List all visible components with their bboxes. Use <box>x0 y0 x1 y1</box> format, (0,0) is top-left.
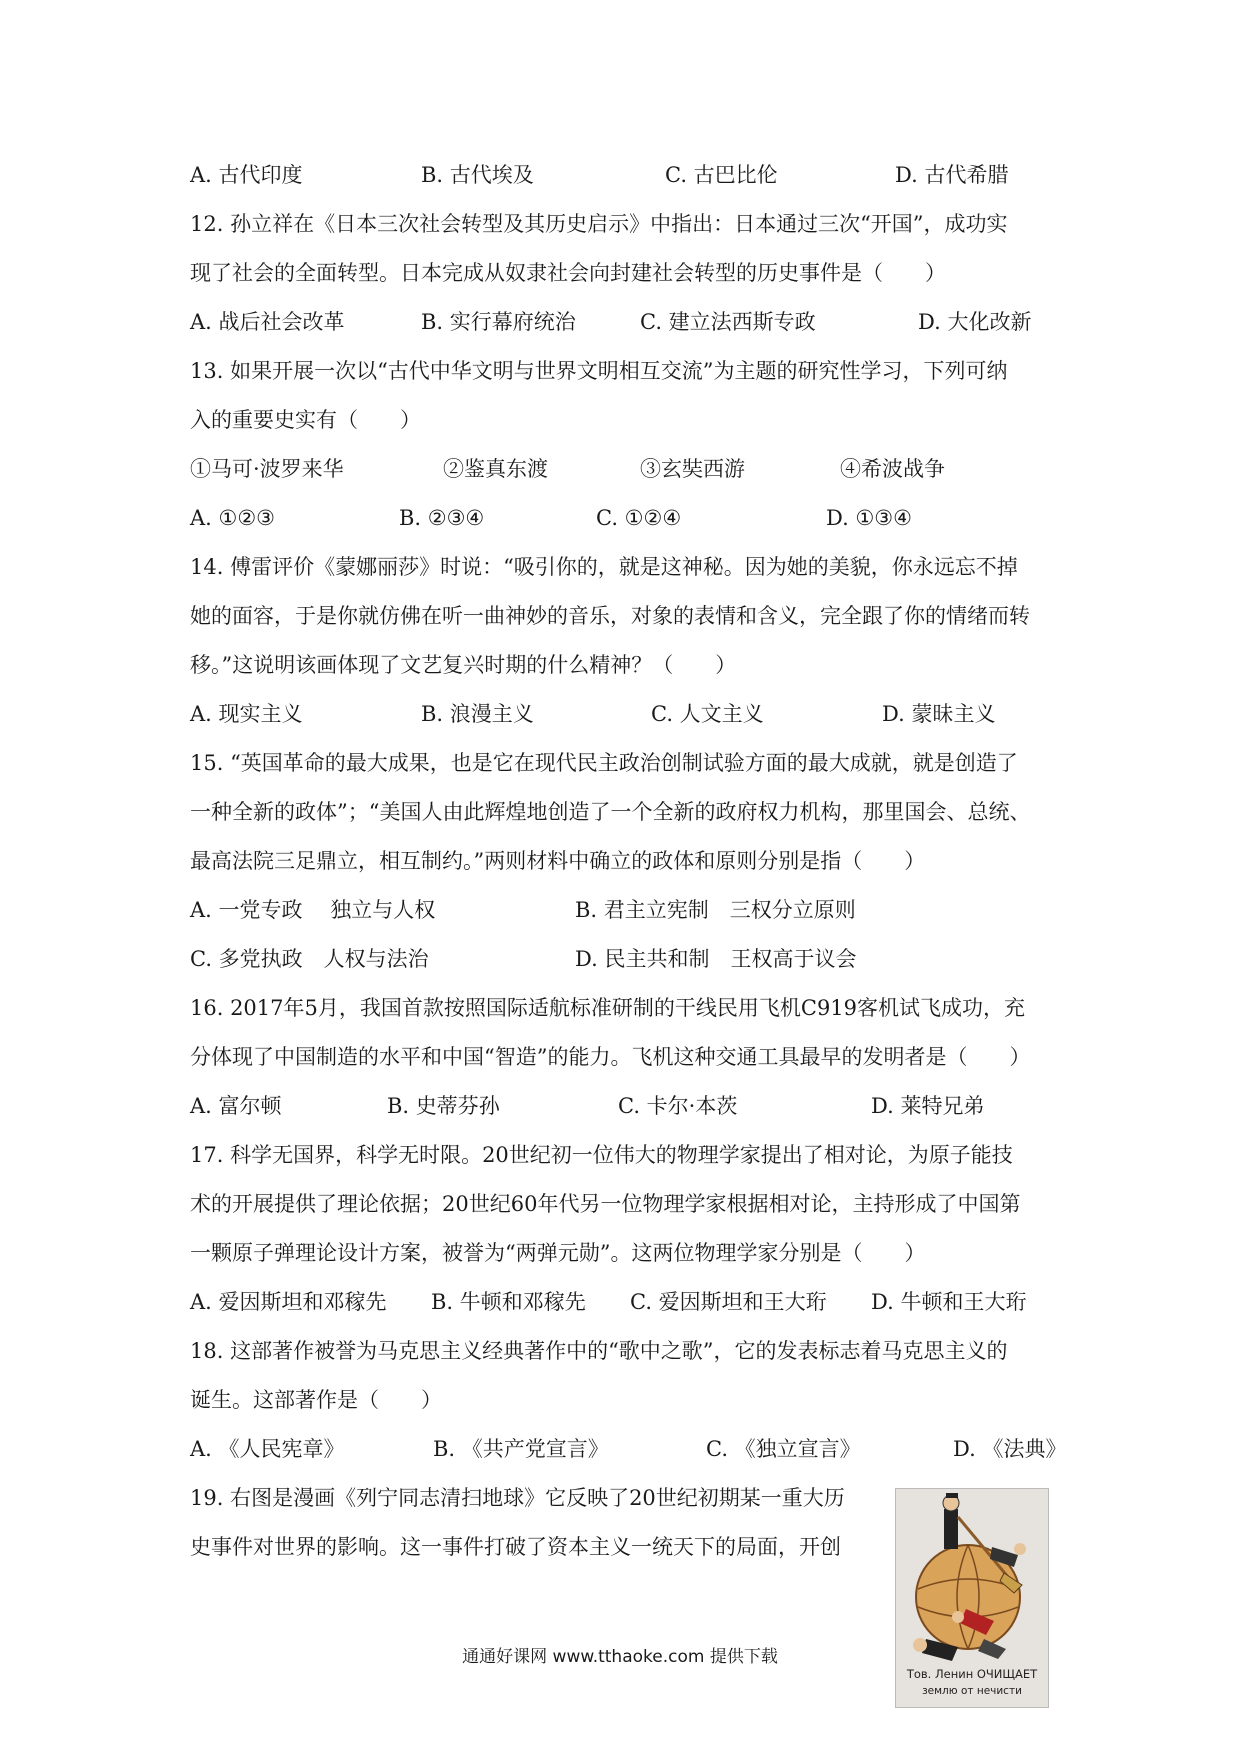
q16-option-d: D. 莱特兄弟 <box>871 1094 985 1118</box>
q17-option-c: C. 爱因斯坦和王大珩 <box>630 1290 827 1314</box>
cartoon-caption-line-2: землю от нечисти <box>922 1685 1022 1697</box>
q15-option-d: D. 民主共和制 王权高于议会 <box>575 947 857 971</box>
q17-stem-line-3: 一颗原子弹理论设计方案，被誉为“两弹元勋”。这两位物理学家分别是（ ） <box>190 1241 926 1265</box>
q18-option-a: A. 《人民宪章》 <box>190 1437 345 1461</box>
q12-option-a: A. 战后社会改革 <box>190 310 345 334</box>
q18-stem-line-2: 诞生。这部著作是（ ） <box>190 1388 442 1412</box>
q18-option-b: B. 《共产党宣言》 <box>433 1437 609 1461</box>
q13-option-a: A. ①②③ <box>190 506 275 530</box>
q19-stem-line-1: 19. 右图是漫画《列宁同志清扫地球》它反映了20世纪初期某一重大历 <box>190 1486 845 1510</box>
page-footer: 通通好课网 www.tthaoke.com 提供下载 <box>462 1647 778 1667</box>
q15-stem-line-2: 一种全新的政体”；“美国人由此辉煌地创造了一个全新的政府权力机构，那里国会、总统、 <box>190 800 1031 824</box>
q15-option-a: A. 一党专政 独立与人权 <box>190 898 436 922</box>
q14-option-b: B. 浪漫主义 <box>421 702 534 726</box>
q14-option-a: A. 现实主义 <box>190 702 303 726</box>
q17-stem-line-2: 术的开展提供了理论依据；20世纪60年代另一位物理学家根据相对论，主持形成了中国第 <box>190 1192 1021 1216</box>
q15-option-b: B. 君主立宪制 三权分立原则 <box>575 898 856 922</box>
q18-option-c: C. 《独立宣言》 <box>706 1437 861 1461</box>
cartoon-caption-line-1: Тов. Ленин ОЧИЩАЕТ <box>906 1667 1038 1681</box>
lenin-cartoon-image <box>895 1488 1049 1708</box>
q12-stem-line-1: 12. 孙立祥在《日本三次社会转型及其历史启示》中指出：日本通过三次“开国”，成功实 <box>190 212 1008 236</box>
q14-option-d: D. 蒙昧主义 <box>882 702 996 726</box>
q11-option-c: C. 古巴比伦 <box>665 163 778 187</box>
q11-option-a: A. 古代印度 <box>190 163 303 187</box>
q12-option-c: C. 建立法西斯专政 <box>640 310 816 334</box>
q16-option-c: C. 卡尔·本茨 <box>618 1094 738 1118</box>
q18-option-d: D. 《法典》 <box>953 1437 1067 1461</box>
q17-option-b: B. 牛顿和邓稼先 <box>431 1290 586 1314</box>
q13-item-2: ②鉴真东渡 <box>443 457 548 481</box>
q14-stem-line-1: 14. 傅雷评价《蒙娜丽莎》时说：“吸引你的，就是这神秘。因为她的美貌，你永远忘不掉 <box>190 555 1018 579</box>
q13-option-b: B. ②③④ <box>399 506 485 530</box>
q15-stem-line-3: 最高法院三足鼎立，相互制约。”两则材料中确立的政体和原则分别是指（ ） <box>190 849 926 873</box>
q16-stem-line-1: 16. 2017年5月，我国首款按照国际适航标准研制的干线民用飞机C919客机试飞成功，充 <box>190 996 1026 1020</box>
q19-stem-line-2: 史事件对世界的影响。这一事件打破了资本主义一统天下的局面，开创 <box>190 1535 841 1559</box>
q13-option-d: D. ①③④ <box>826 506 912 530</box>
q15-option-c: C. 多党执政 人权与法治 <box>190 947 429 971</box>
q13-stem-line-2: 入的重要史实有（ ） <box>190 408 421 432</box>
q14-stem-line-2: 她的面容，于是你就仿佛在听一曲神妙的音乐，对象的表情和含义，完全跟了你的情绪而转 <box>190 604 1030 628</box>
q13-item-3: ③玄奘西游 <box>640 457 745 481</box>
q12-option-d: D. 大化改新 <box>918 310 1032 334</box>
q16-stem-line-2: 分体现了中国制造的水平和中国“智造”的能力。飞机这种交通工具最早的发明者是（ ） <box>190 1045 1031 1069</box>
q14-option-c: C. 人文主义 <box>651 702 764 726</box>
q17-option-a: A. 爱因斯坦和邓稼先 <box>190 1290 387 1314</box>
q13-item-4: ④希波战争 <box>840 457 945 481</box>
q13-item-1: ①马可·波罗来华 <box>190 457 344 481</box>
q15-stem-line-1: 15. “英国革命的最大成果，也是它在现代民主政治创制试验方面的最大成就，就是创造了 <box>190 751 1018 775</box>
q18-stem-line-1: 18. 这部著作被誉为马克思主义经典著作中的“歌中之歌”，它的发表标志着马克思主义的 <box>190 1339 1008 1363</box>
q11-option-d: D. 古代希腊 <box>895 163 1009 187</box>
q13-stem-line-1: 13. 如果开展一次以“古代中华文明与世界文明相互交流”为主题的研究性学习，下列可纳 <box>190 359 1008 383</box>
q13-option-c: C. ①②④ <box>596 506 682 530</box>
q16-option-b: B. 史蒂芬孙 <box>387 1094 500 1118</box>
q11-option-b: B. 古代埃及 <box>421 163 534 187</box>
q17-stem-line-1: 17. 科学无国界，科学无时限。20世纪初一位伟大的物理学家提出了相对论，为原子能技 <box>190 1143 1013 1167</box>
q17-option-d: D. 牛顿和王大珩 <box>871 1290 1027 1314</box>
q12-option-b: B. 实行幕府统治 <box>421 310 576 334</box>
q16-option-a: A. 富尔顿 <box>190 1094 282 1118</box>
q14-stem-line-3: 移。”这说明该画体现了文艺复兴时期的什么精神？（ ） <box>190 653 737 677</box>
q12-stem-line-2: 现了社会的全面转型。日本完成从奴隶社会向封建社会转型的历史事件是（ ） <box>190 261 946 285</box>
